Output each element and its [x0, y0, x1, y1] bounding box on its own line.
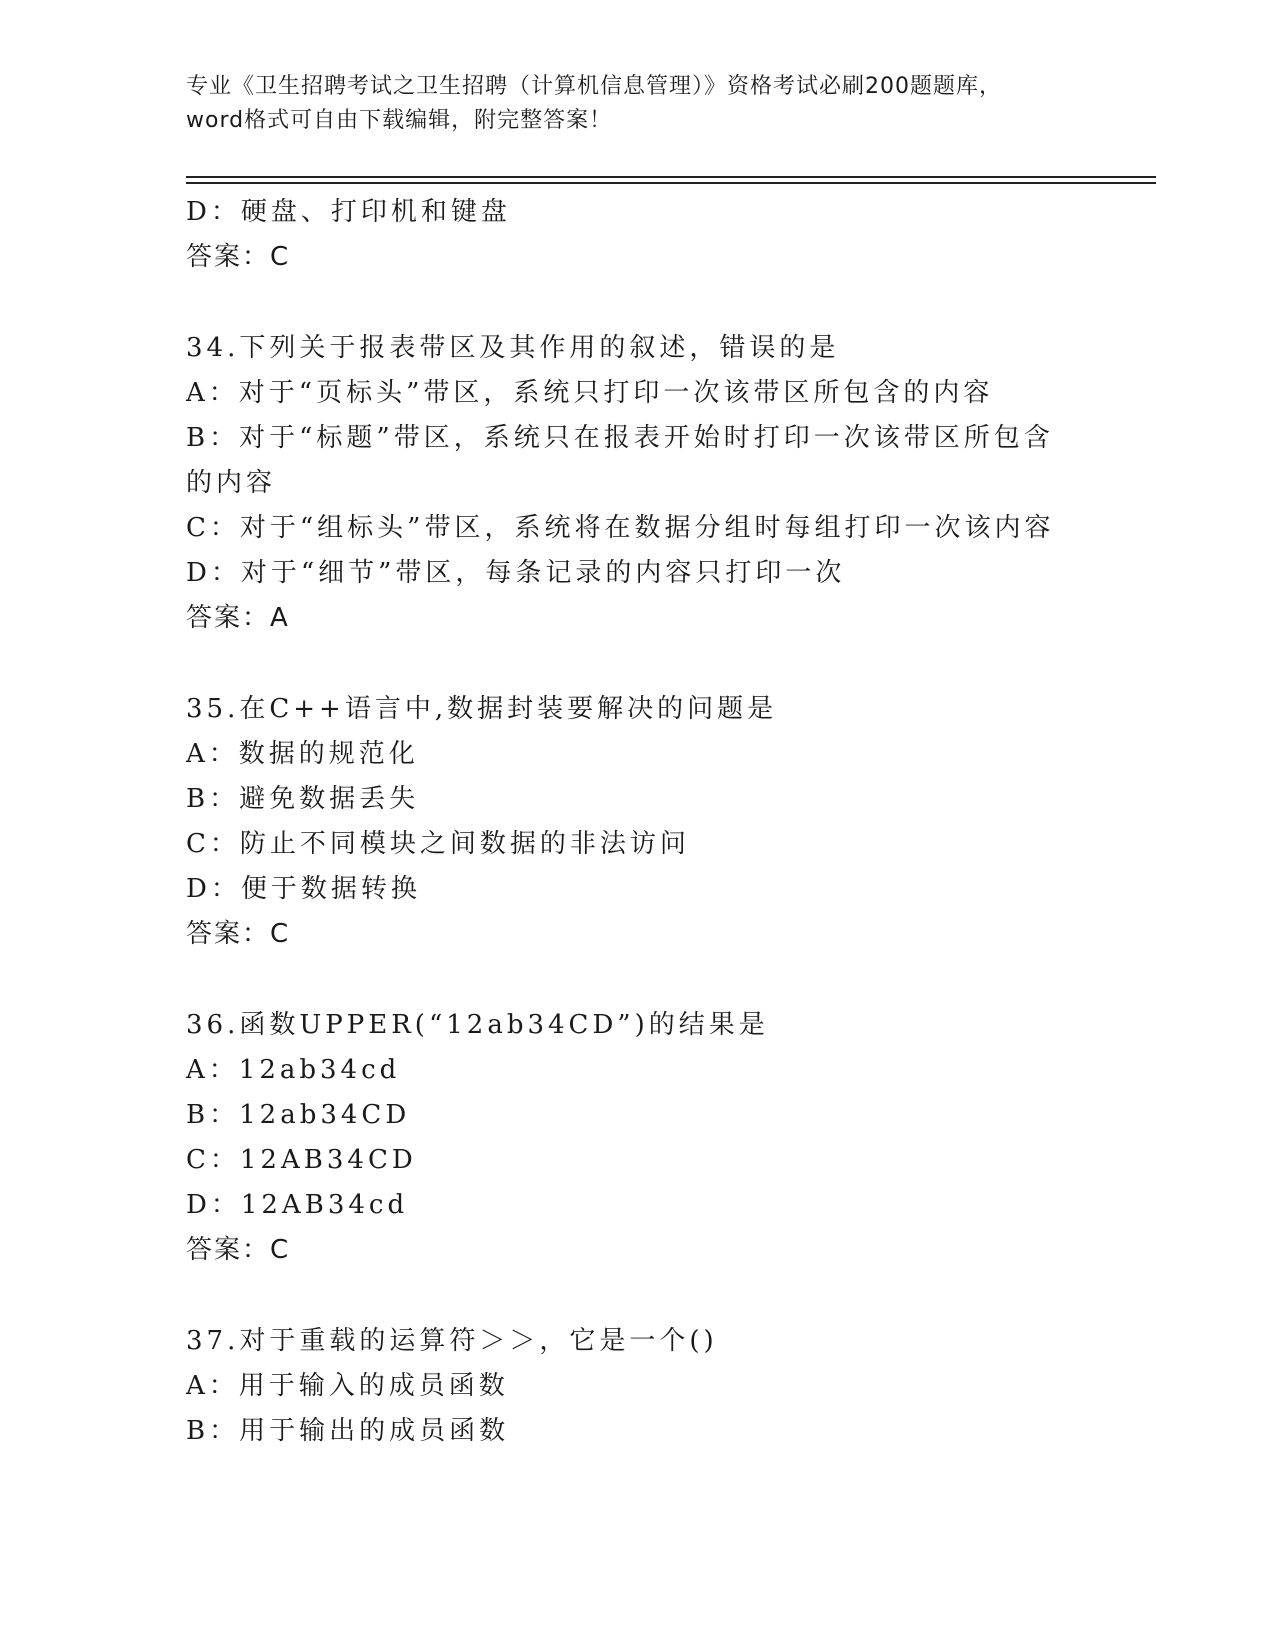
question-36 [186, 1003, 1086, 1273]
option-a: A：12ab34cd [186, 1055, 401, 1085]
question-stem: 37.对于重载的运算符＞＞，它是一个() [186, 1326, 718, 1356]
question-stem: 34.下列关于报表带区及其作用的叙述，错误的是 [186, 333, 840, 363]
question-list [186, 190, 1086, 1454]
option-a: A：对于“页标头”带区，系统只打印一次该带区所包含的内容 [186, 378, 994, 408]
option-d: D：对于“细节”带区，每条记录的内容只打印一次 [186, 558, 846, 588]
answer: 答案：C [186, 1235, 291, 1265]
option-c: C：对于“组标头”带区，系统将在数据分组时每组打印一次该内容 [186, 513, 1055, 543]
header-divider-top [186, 176, 1156, 178]
option-b: B：12ab34CD [186, 1100, 411, 1130]
option-d: D：12AB34cd [186, 1190, 409, 1220]
header-title-line-2: word格式可自由下载编辑，附完整答案！ [186, 108, 613, 133]
question-stem: 35.在C++语言中,数据封装要解决的问题是 [186, 694, 778, 724]
option-d: D：硬盘、打印机和键盘 [186, 197, 511, 227]
option-b: B：避免数据丢失 [186, 784, 420, 814]
option-c: C：防止不同模块之间数据的非法访问 [186, 829, 690, 859]
document-header [186, 70, 1086, 138]
question-37 [186, 1319, 1086, 1454]
option-a: A：用于输入的成员函数 [186, 1371, 509, 1401]
answer: 答案：A [186, 603, 290, 633]
option-d: D：便于数据转换 [186, 874, 421, 904]
header-divider-bottom [186, 182, 1156, 184]
question-stem: 36.函数UPPER(“12ab34CD”)的结果是 [186, 1010, 769, 1040]
question-35 [186, 687, 1086, 957]
answer: 答案：C [186, 919, 291, 949]
header-title-line-1: 专业《卫生招聘考试之卫生招聘（计算机信息管理）》资格考试必刷200题题库， [186, 74, 1002, 99]
option-b: B：用于输出的成员函数 [186, 1416, 510, 1446]
question-34 [186, 326, 1086, 641]
option-c: C：12AB34CD [186, 1145, 417, 1175]
answer: 答案：C [186, 242, 291, 272]
option-a: A：数据的规范化 [186, 739, 419, 769]
option-b: B：对于“标题”带区，系统只在报表开始时打印一次该带区所包含的内容 [186, 423, 1054, 498]
